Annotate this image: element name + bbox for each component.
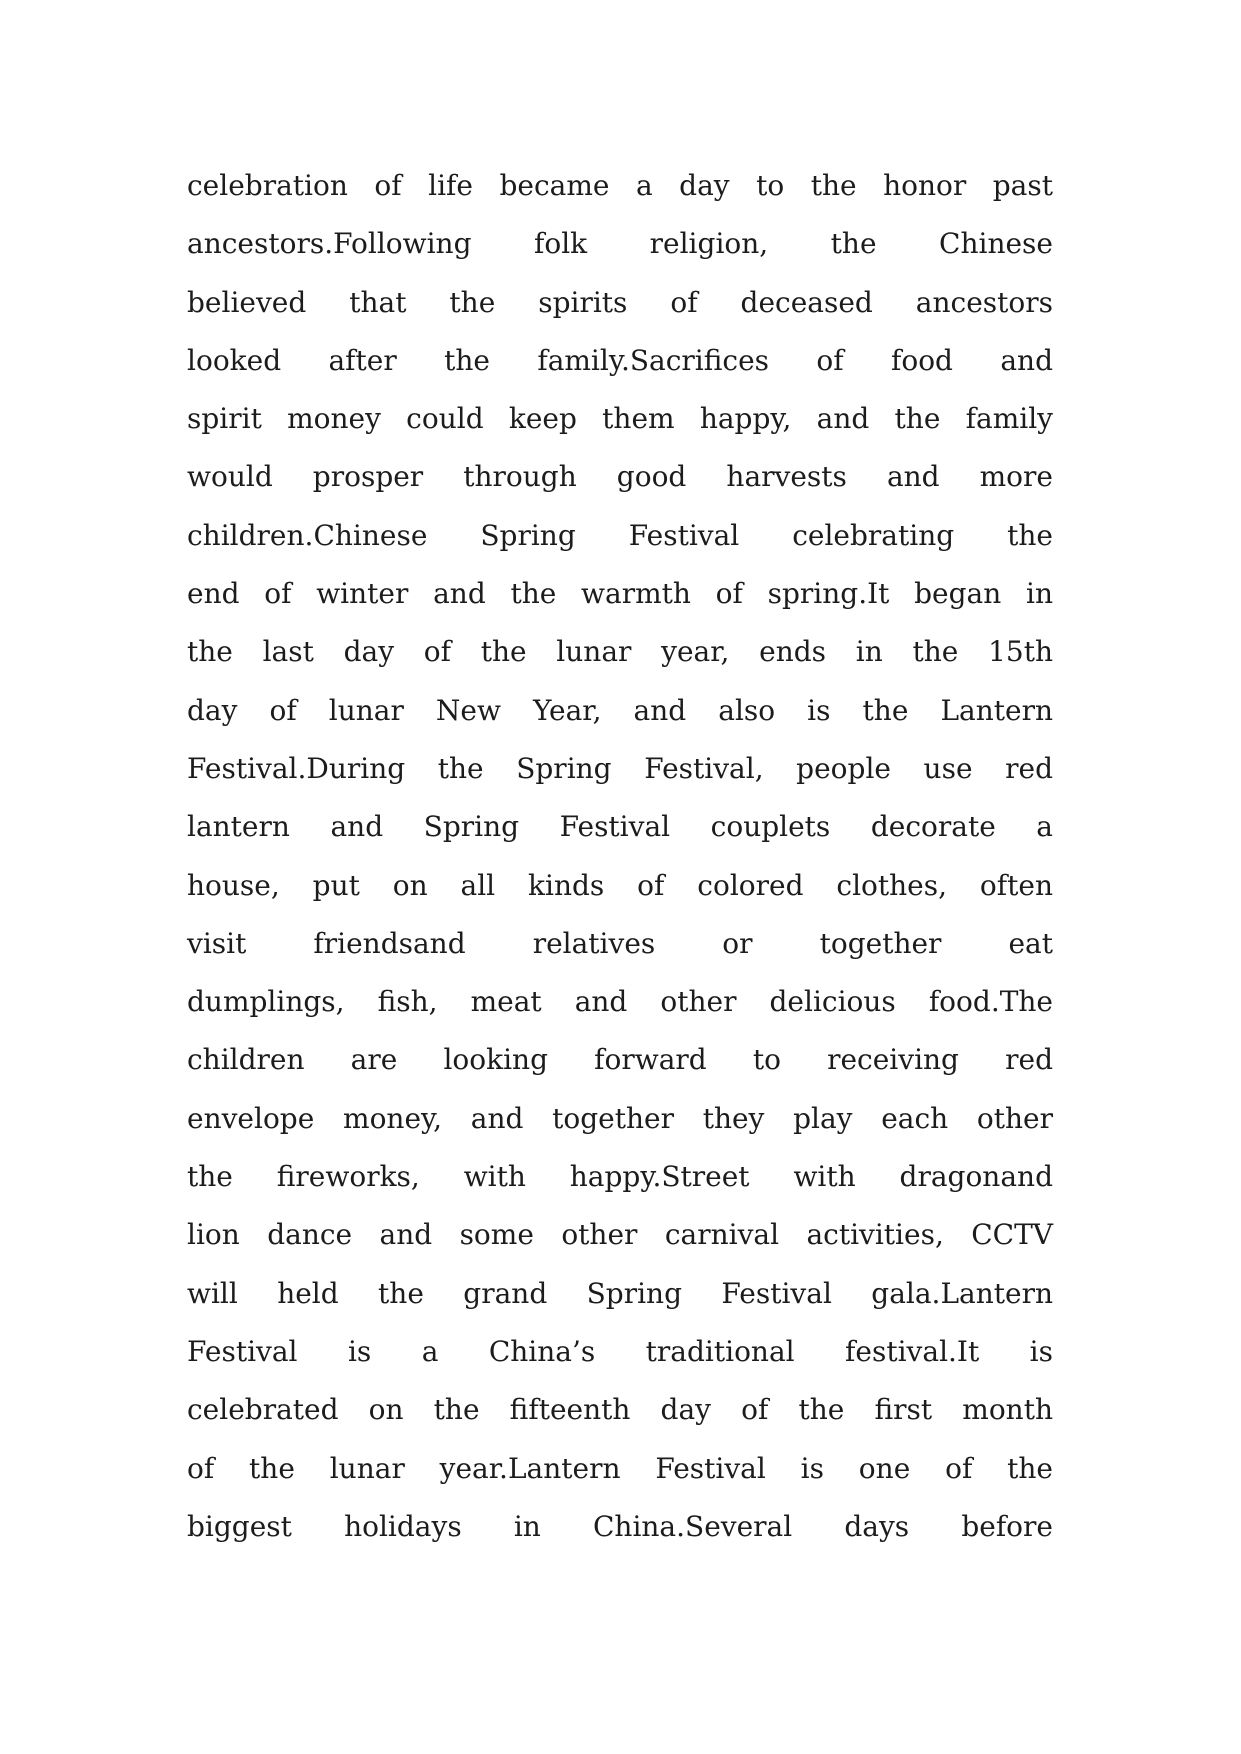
- text-line: envelope money, and together they play each other: [187, 1101, 1053, 1135]
- text-line: will held the grand Spring Festival gala.Lantern: [187, 1276, 1053, 1310]
- body-paragraph: [187, 157, 1053, 1556]
- text-line: looked after the family.Sacrifices of food and: [187, 343, 1053, 377]
- text-line: of the lunar year.Lantern Festival is one of the: [187, 1451, 1053, 1485]
- text-line: children are looking forward to receiving red: [187, 1043, 1053, 1077]
- text-line: celebration of life became a day to the honor past: [187, 169, 1053, 202]
- text-line: dumplings, fish, meat and other delicious food.The: [187, 985, 1053, 1019]
- text-line: spirit money could keep them happy, and the family: [187, 402, 1053, 436]
- text-line: children.Chinese Spring Festival celebrating the: [187, 518, 1053, 552]
- text-line: day of lunar New Year, and also is the Lantern: [187, 693, 1053, 727]
- text-line: celebrated on the fifteenth day of the first month: [187, 1393, 1053, 1427]
- text-line: house, put on all kinds of colored clothes, often: [187, 868, 1053, 902]
- text-line: lion dance and some other carnival activities, CCTV: [187, 1218, 1053, 1252]
- text-line: Festival.During the Spring Festival, people use red: [187, 751, 1053, 785]
- text-line: visit friendsand relatives or together eat: [187, 926, 1053, 960]
- text-line: the fireworks, with happy.Street with dragonand: [187, 1160, 1053, 1194]
- text-line: believed that the spirits of deceased ancestors: [187, 285, 1053, 319]
- text-line: Festival is a China’s traditional festival.It is: [187, 1334, 1053, 1368]
- text-line: end of winter and the warmth of spring.It began in: [187, 577, 1053, 611]
- text-line: biggest holidays in China.Several days before: [187, 1509, 1053, 1543]
- text-line: ancestors.Following folk religion, the Chinese: [187, 227, 1053, 261]
- text-line: the last day of the lunar year, ends in the 15th: [187, 635, 1053, 669]
- text-line: lantern and Spring Festival couplets decorate a: [187, 810, 1053, 844]
- text-line: would prosper through good harvests and more: [187, 460, 1053, 494]
